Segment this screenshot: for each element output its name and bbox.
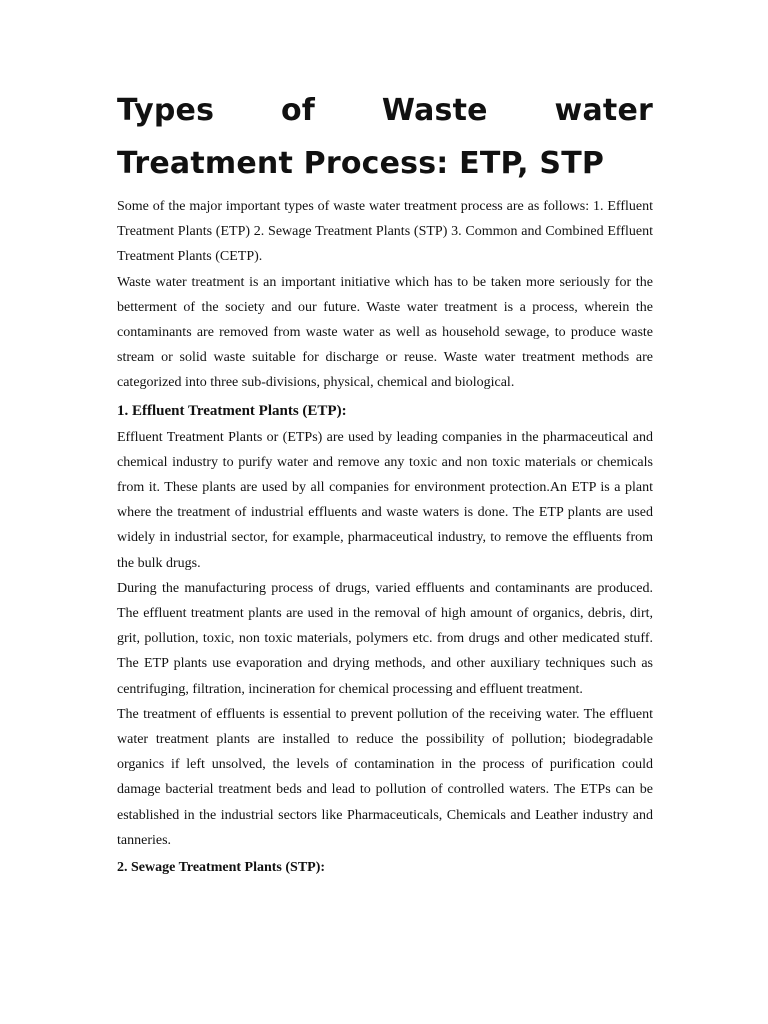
document-page [117,84,653,881]
document-title: Types of Waste water Treatment Process: ETP, STP [117,93,653,181]
etp-paragraph-2: During the manufacturing process of drugs, varied effluents and contaminants are produced. The effluent treatment plants are used in the removal of high amount of organics, debris, dirt, grit, pollution, toxic, non toxic materials, polymers etc. from drugs and other medicated stuff. The ETP plants use evaporation and drying methods, and other auxiliary techniques such as centrifuging, filtration, incineration for chemical processing and effluent treatment. [117,580,653,697]
section-heading-stp: 2. Sewage Treatment Plants (STP): [117,860,326,876]
section-heading-etp: 1. Effluent Treatment Plants (ETP): [117,402,347,419]
etp-paragraph-3: The treatment of effluents is essential to prevent pollution of the receiving water. The effluent water treatment plants are installed to reduce the possibility of pollution; biodegradable organics if left unsolved, the levels of contamination in the process of purification could damage bacterial treatment beds and lead to pollution of controlled waters. The ETPs can be established in the industrial sectors like Pharmaceuticals, Chemicals and Leather industry and tanneries. [117,706,653,848]
etp-paragraph-1: Effluent Treatment Plants or (ETPs) are used by leading companies in the pharmaceutical and chemical industry to purify water and remove any toxic and non toxic materials or chemicals from it. These plants are used by all companies for environment protection.An ETP is a plant where the treatment of industrial effluents and waste waters is done. The ETP plants are used widely in industrial sector, for example, pharmaceutical industry, to remove the effluents from the bulk drugs. [117,429,653,571]
intro-paragraph-2: Waste water treatment is an important initiative which has to be taken more seriously for the betterment of the society and our future. Waste water treatment is a process, wherein the contaminants are removed from waste water as well as household sewage, to produce waste stream or solid waste suitable for discharge or reuse. Waste water treatment methods are categorized into three sub-divisions, physical, chemical and biological. [117,274,653,391]
intro-paragraph-1: Some of the major important types of waste water treatment process are as follows: 1. Effluent Treatment Plants (ETP) 2. Sewage Treatment Plants (STP) 3. Common and Combined Effluent Treatment Plants (CETP). [117,199,653,265]
